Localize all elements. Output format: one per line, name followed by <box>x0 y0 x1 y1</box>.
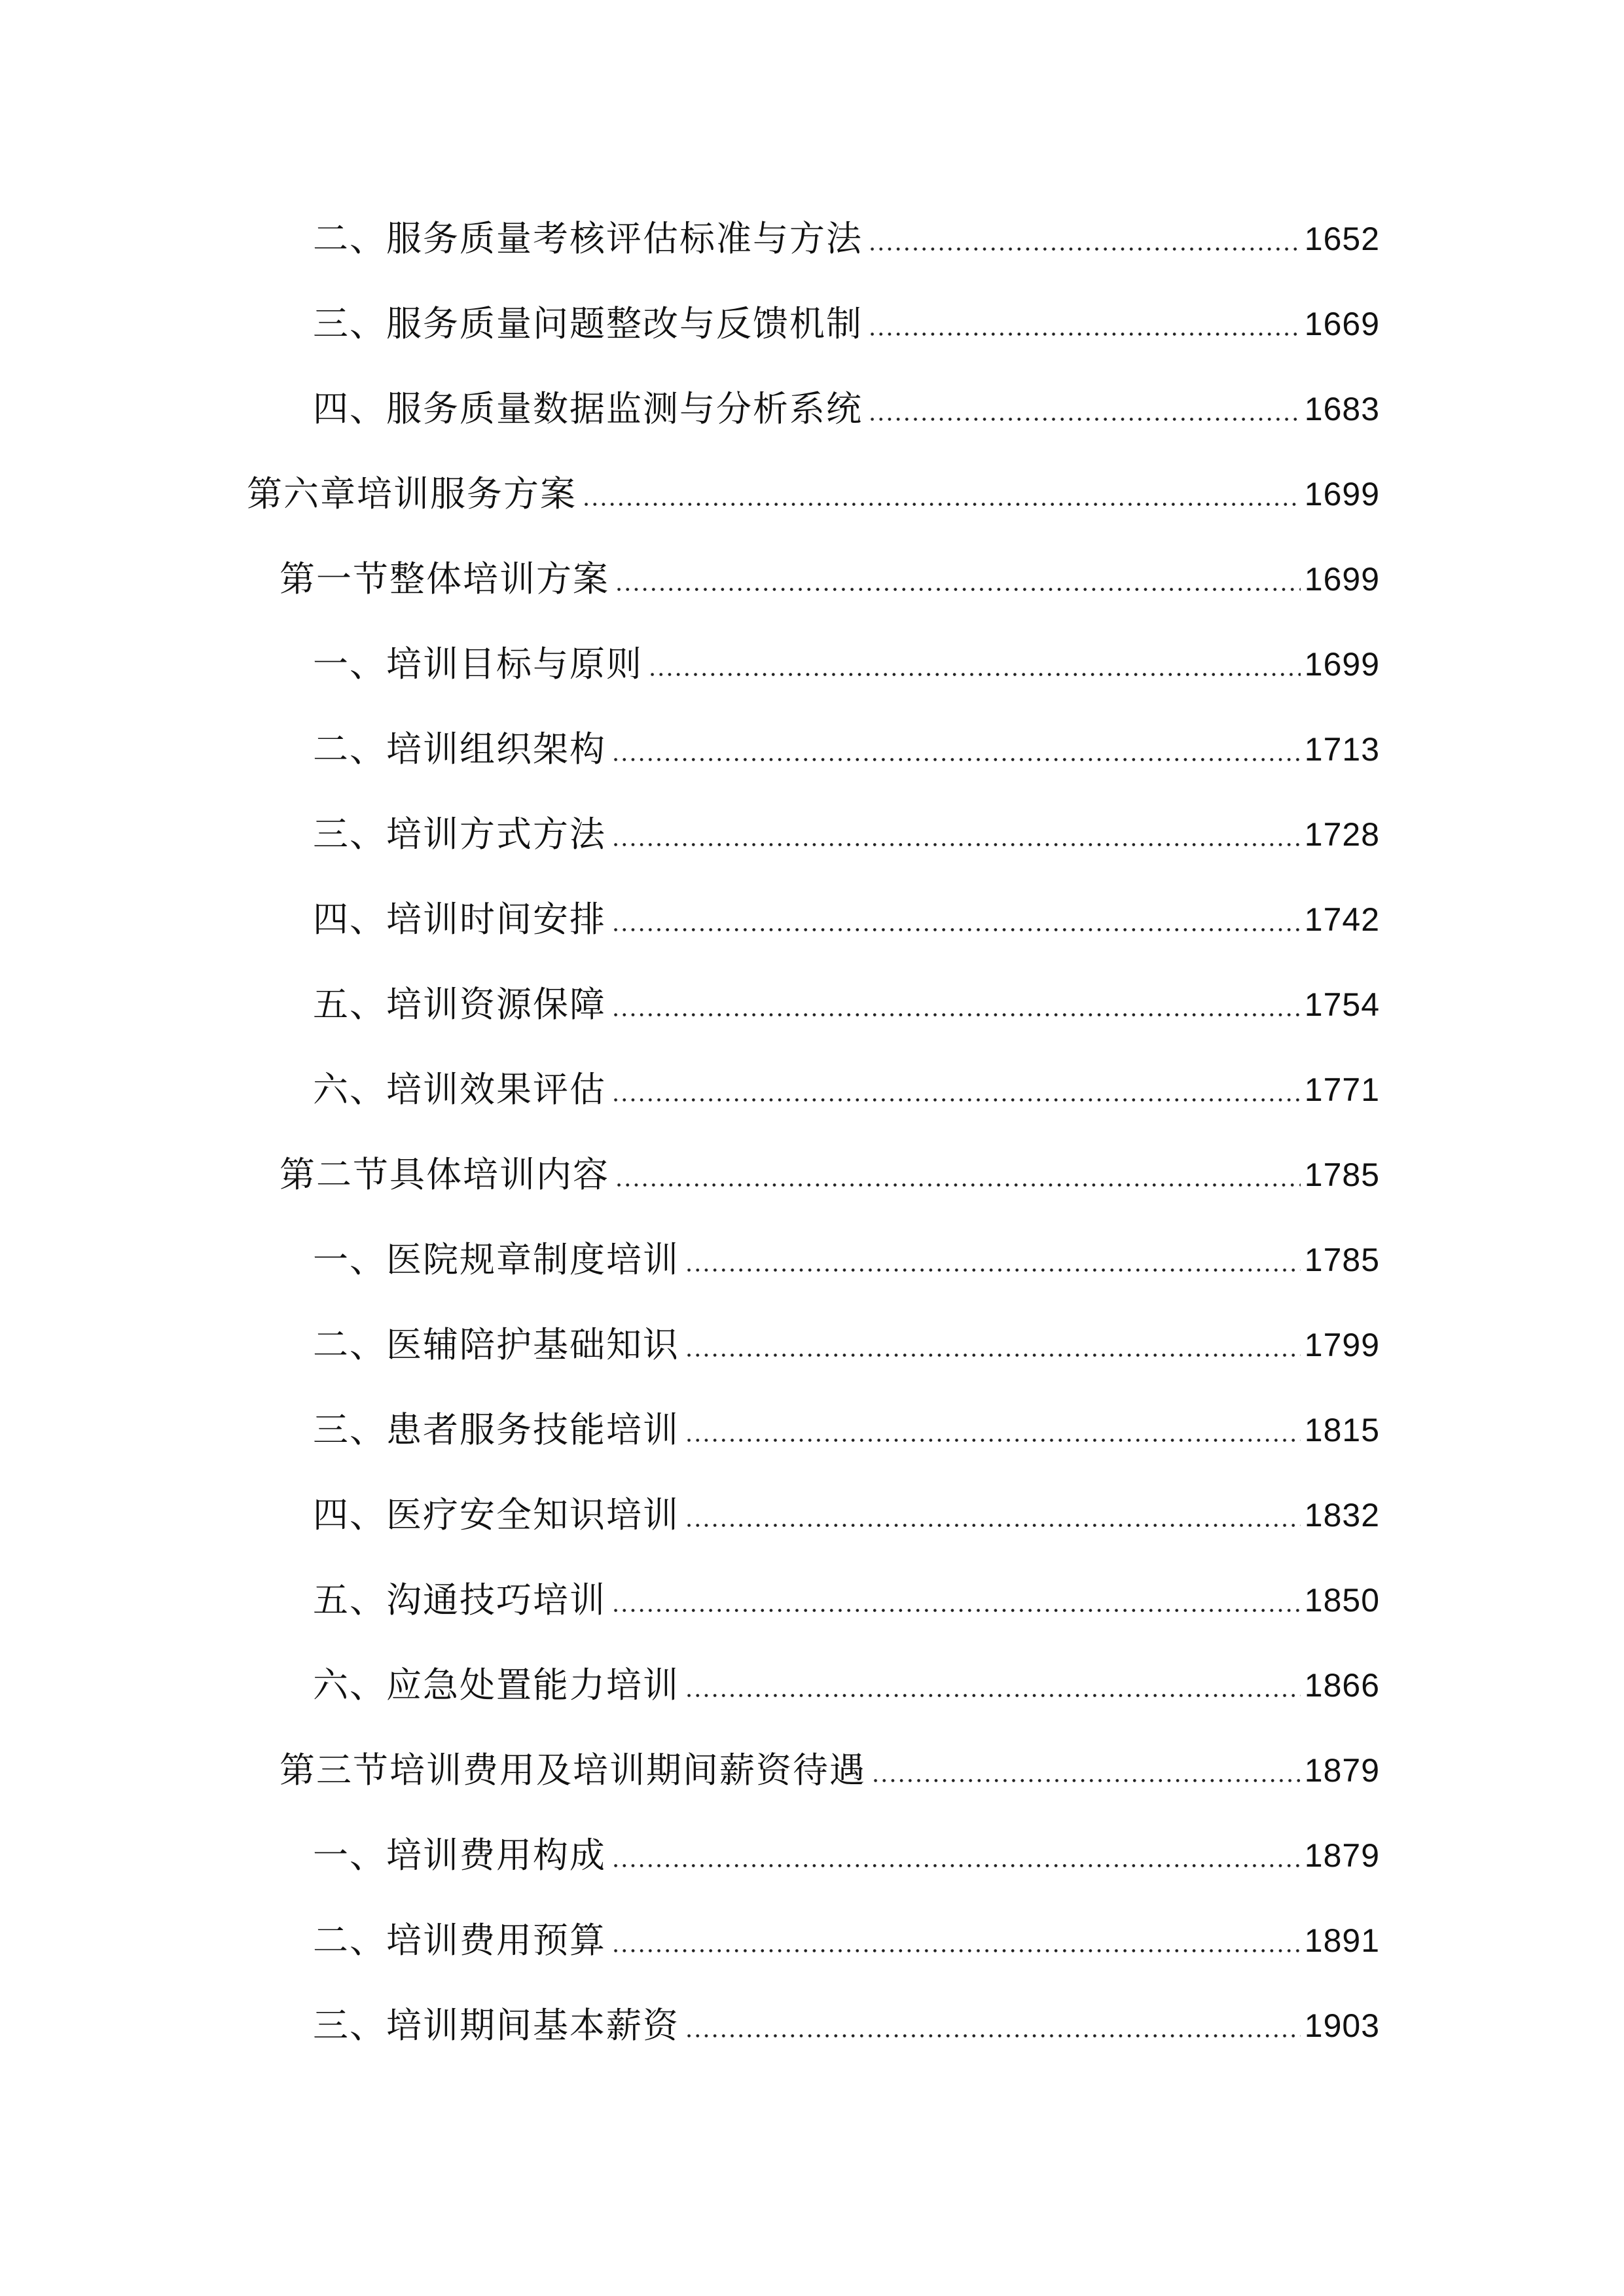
toc-dot-leader <box>615 1149 1301 1201</box>
toc-page-number: 1879 <box>1304 1752 1380 1789</box>
toc-page-number: 1683 <box>1304 391 1380 427</box>
toc-page-number: 1652 <box>1304 221 1380 257</box>
toc-dot-leader <box>685 1489 1301 1541</box>
toc-entry[interactable] <box>313 383 1380 435</box>
toc-entry-title: 第二节具体培训内容 <box>280 1154 609 1195</box>
toc-entry[interactable] <box>313 1659 1380 1712</box>
toc-entry-title: 六、培训效果评估 <box>313 1069 606 1110</box>
toc-page-number: 1669 <box>1304 306 1380 342</box>
toc-entry[interactable] <box>313 978 1380 1031</box>
toc-entry-title: 三、培训期间基本薪资 <box>313 2005 679 2046</box>
toc-dot-leader <box>611 893 1301 946</box>
toc-entry[interactable] <box>313 213 1380 265</box>
toc-dot-leader <box>685 1319 1301 1371</box>
toc-dot-leader <box>685 1404 1301 1456</box>
toc-page-number: 1850 <box>1304 1582 1380 1619</box>
toc-dot-leader <box>871 1744 1301 1797</box>
toc-entry-section[interactable] <box>280 553 1380 605</box>
toc-entry-section[interactable] <box>280 1744 1380 1797</box>
toc-entry[interactable] <box>313 1829 1380 1882</box>
toc-entry[interactable] <box>313 298 1380 350</box>
toc-entry-title: 二、培训费用预算 <box>313 1920 606 1961</box>
toc-dot-leader <box>611 1574 1301 1626</box>
toc-dot-leader <box>868 298 1301 350</box>
toc-dot-leader <box>868 213 1301 265</box>
toc-entry-title: 五、培训资源保障 <box>313 984 606 1025</box>
toc-page-number: 1728 <box>1304 816 1380 853</box>
toc-entry-title: 六、应急处置能力培训 <box>313 1664 679 1706</box>
toc-dot-leader <box>685 1659 1301 1712</box>
toc-page-number: 1903 <box>1304 2007 1380 2044</box>
toc-dot-leader <box>611 1914 1301 1967</box>
toc-page-number: 1785 <box>1304 1157 1380 1193</box>
toc-entry-title: 四、服务质量数据监测与分析系统 <box>313 388 863 429</box>
toc-dot-leader <box>685 1234 1301 1286</box>
toc-entry[interactable] <box>313 893 1380 946</box>
toc-entry-chapter[interactable] <box>247 468 1380 520</box>
toc-entry-title: 第三节培训费用及培训期间薪资待遇 <box>280 1749 866 1791</box>
toc-entry[interactable] <box>313 1489 1380 1541</box>
toc-page-number: 1891 <box>1304 1922 1380 1959</box>
toc-page-number: 1699 <box>1304 561 1380 598</box>
toc-page-number: 1713 <box>1304 731 1380 768</box>
toc-entry[interactable] <box>313 1319 1380 1371</box>
toc-dot-leader <box>648 638 1301 691</box>
toc-entry-title: 三、培训方式方法 <box>313 814 606 855</box>
toc-dot-leader <box>868 383 1301 435</box>
toc-page-number: 1699 <box>1304 476 1380 512</box>
toc-page-number: 1771 <box>1304 1071 1380 1108</box>
toc-dot-leader <box>685 2000 1301 2052</box>
toc-page-number: 1754 <box>1304 986 1380 1023</box>
toc-page-number: 1832 <box>1304 1497 1380 1534</box>
toc-entry[interactable] <box>313 1234 1380 1286</box>
toc-entry-title: 二、医辅陪护基础知识 <box>313 1324 679 1365</box>
toc-entry-title: 四、培训时间安排 <box>313 899 606 940</box>
toc-dot-leader <box>611 808 1301 861</box>
toc-dot-leader <box>582 468 1301 520</box>
toc-page-number: 1785 <box>1304 1242 1380 1278</box>
toc-dot-leader <box>611 1064 1301 1116</box>
toc-entry-title: 第一节整体培训方案 <box>280 558 609 600</box>
toc-entry[interactable] <box>313 723 1380 776</box>
toc-entry-title: 二、培训组织架构 <box>313 728 606 770</box>
toc-entry-title: 一、培训目标与原则 <box>313 643 643 685</box>
toc-entry[interactable] <box>313 638 1380 691</box>
toc-page-number: 1815 <box>1304 1412 1380 1448</box>
toc-entry-title: 二、服务质量考核评估标准与方法 <box>313 218 863 259</box>
toc-page-number: 1866 <box>1304 1667 1380 1704</box>
toc-entry-title: 三、患者服务技能培训 <box>313 1409 679 1450</box>
toc-entry[interactable] <box>313 1914 1380 1967</box>
toc-entry-title: 三、服务质量问题整改与反馈机制 <box>313 303 863 344</box>
toc-dot-leader <box>611 723 1301 776</box>
toc-page-number: 1699 <box>1304 646 1380 683</box>
toc-dot-leader <box>611 978 1301 1031</box>
toc-entry[interactable] <box>313 1574 1380 1626</box>
toc-entry[interactable] <box>313 1404 1380 1456</box>
toc-entry-title: 一、培训费用构成 <box>313 1835 606 1876</box>
toc-entry[interactable] <box>313 808 1380 861</box>
toc-page-number: 1879 <box>1304 1837 1380 1874</box>
toc-entry-section[interactable] <box>280 1149 1380 1201</box>
toc-entry[interactable] <box>313 1064 1380 1116</box>
toc-entry-title: 四、医疗安全知识培训 <box>313 1494 679 1535</box>
toc-dot-leader <box>615 553 1301 605</box>
toc-entry-title: 五、沟通技巧培训 <box>313 1579 606 1621</box>
toc-entry[interactable] <box>313 2000 1380 2052</box>
toc-entry-title: 第六章培训服务方案 <box>247 473 577 514</box>
toc-page-number: 1799 <box>1304 1327 1380 1363</box>
toc-page-number: 1742 <box>1304 901 1380 938</box>
toc-dot-leader <box>611 1829 1301 1882</box>
toc-entry-title: 一、医院规章制度培训 <box>313 1239 679 1280</box>
